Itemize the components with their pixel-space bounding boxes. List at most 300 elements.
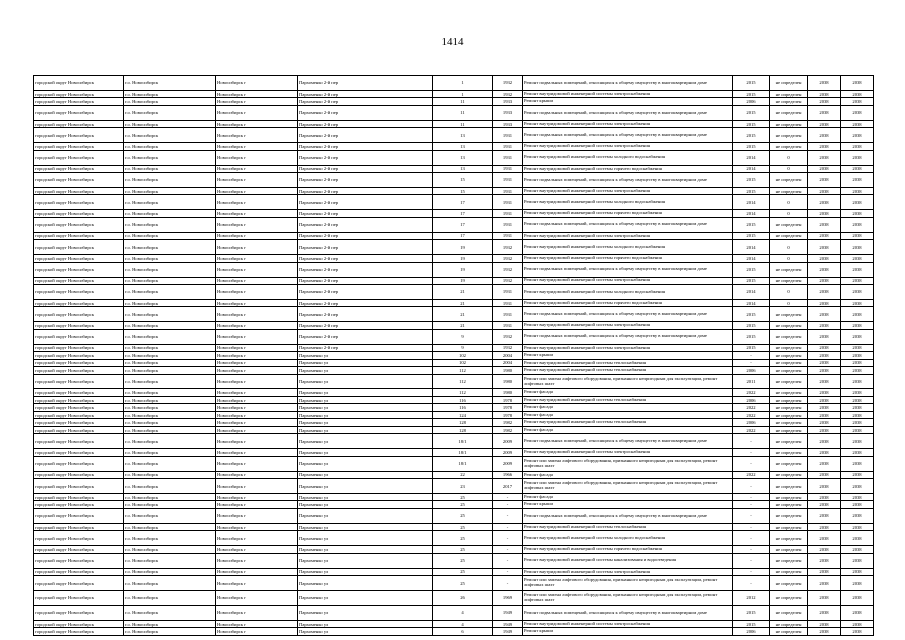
work-type-cell: Ремонт внутридомовой инженерной системы электроснабжения: [523, 344, 733, 351]
last-repair-year-cell: 2015: [733, 143, 770, 150]
cost-cell: не определен: [770, 128, 808, 143]
build-year-cell: 1931: [493, 284, 523, 299]
city-cell: Новосибирск г: [216, 90, 298, 97]
table-row: [34, 105, 874, 120]
last-repair-year-cell: 2014: [733, 240, 770, 255]
street-cell: Пархоменко 2-й пер: [298, 90, 433, 97]
table-row: [34, 419, 874, 426]
district-cell: г.о. Новосибирск: [124, 367, 216, 374]
plan-end-cell: 2038: [841, 628, 874, 635]
house-number-cell: 112: [433, 367, 493, 374]
municipality-cell: городской округ Новосибирск: [34, 195, 124, 210]
cost-cell: не определен: [770, 143, 808, 150]
plan-start-cell: 2038: [808, 240, 841, 255]
build-year-cell: 1931: [493, 307, 523, 322]
table-row: [34, 523, 874, 530]
plan-start-cell: 2038: [808, 576, 841, 591]
cost-cell: не определен: [770, 479, 808, 494]
plan-start-cell: 2038: [808, 90, 841, 97]
table-row: [34, 508, 874, 523]
plan-end-cell: 2038: [841, 240, 874, 255]
municipality-cell: городской округ Новосибирск: [34, 210, 124, 217]
work-type-cell: Ремонт подвальных помещений, относящихся к общему имуществу в многоквартирном доме: [523, 307, 733, 322]
house-number-cell: 112: [433, 389, 493, 396]
cost-cell: не определен: [770, 262, 808, 277]
house-number-cell: 13: [433, 143, 493, 150]
municipality-cell: городской округ Новосибирск: [34, 471, 124, 478]
street-cell: Пархоменко ул: [298, 374, 433, 389]
cost-cell: 0: [770, 284, 808, 299]
build-year-cell: 1931: [493, 217, 523, 232]
city-cell: Новосибирск г: [216, 591, 298, 606]
work-type-cell: Ремонт внутридомовой инженерной системы горячего водоснабжения: [523, 165, 733, 172]
city-cell: Новосибирск г: [216, 396, 298, 403]
build-year-cell: 1932: [493, 329, 523, 344]
plan-start-cell: 2038: [808, 605, 841, 620]
last-repair-year-cell: 2015: [733, 620, 770, 627]
build-year-cell: -: [493, 576, 523, 591]
table-row: [34, 389, 874, 396]
municipality-cell: городской округ Новосибирск: [34, 523, 124, 530]
build-year-cell: 2004: [493, 359, 523, 366]
table-row: [34, 628, 874, 635]
build-year-cell: 1933: [493, 98, 523, 105]
work-type-cell: Ремонт внутридомовой инженерной системы электроснабжения: [523, 449, 733, 456]
plan-end-cell: 2038: [841, 284, 874, 299]
plan-end-cell: 2038: [841, 187, 874, 194]
work-type-cell: Ремонт внутридомовой инженерной системы электроснабжения: [523, 620, 733, 627]
table-row: [34, 396, 874, 403]
work-type-cell: Ремонт внутридомовой инженерной системы теплоснабжения: [523, 419, 733, 426]
plan-end-cell: 2038: [841, 620, 874, 627]
house-number-cell: 25: [433, 531, 493, 546]
city-cell: Новосибирск г: [216, 329, 298, 344]
cost-cell: не определен: [770, 508, 808, 523]
last-repair-year-cell: 2015: [733, 173, 770, 188]
last-repair-year-cell: 2014: [733, 284, 770, 299]
street-cell: Пархоменко ул: [298, 352, 433, 359]
plan-start-cell: 2038: [808, 404, 841, 411]
build-year-cell: -: [493, 494, 523, 501]
plan-start-cell: 2038: [808, 255, 841, 262]
build-year-cell: 1969: [493, 591, 523, 606]
plan-start-cell: 2038: [808, 187, 841, 194]
cost-cell: не определен: [770, 173, 808, 188]
build-year-cell: 1978: [493, 404, 523, 411]
district-cell: г.о. Новосибирск: [124, 374, 216, 389]
build-year-cell: 1966: [493, 471, 523, 478]
build-year-cell: 1931: [493, 210, 523, 217]
municipality-cell: городской округ Новосибирск: [34, 128, 124, 143]
last-repair-year-cell: 2015: [733, 605, 770, 620]
work-type-cell: Ремонт внутридомовой инженерной системы холодного водоснабжения: [523, 240, 733, 255]
municipality-cell: городской округ Новосибирск: [34, 508, 124, 523]
municipality-cell: городской округ Новосибирск: [34, 449, 124, 456]
municipality-cell: городской округ Новосибирск: [34, 329, 124, 344]
street-cell: Пархоменко 2-й пер: [298, 344, 433, 351]
work-type-cell: Ремонт или замена лифтового оборудования, признанного непригодным для эксплуатации, ремонт лифтовых шахт: [523, 576, 733, 591]
district-cell: г.о. Новосибирск: [124, 76, 216, 91]
street-cell: Пархоменко ул: [298, 620, 433, 627]
house-number-cell: 11: [433, 105, 493, 120]
house-number-cell: 6: [433, 628, 493, 635]
house-number-cell: 19: [433, 255, 493, 262]
table-row: [34, 165, 874, 172]
house-number-cell: 17: [433, 195, 493, 210]
plan-start-cell: 2038: [808, 367, 841, 374]
district-cell: г.о. Новосибирск: [124, 628, 216, 635]
table-row: [34, 456, 874, 471]
cost-cell: не определен: [770, 404, 808, 411]
last-repair-year-cell: 2006: [733, 98, 770, 105]
cost-cell: не определен: [770, 591, 808, 606]
house-number-cell: 102: [433, 359, 493, 366]
table-row: [34, 471, 874, 478]
street-cell: Пархоменко 2-й пер: [298, 322, 433, 329]
work-type-cell: Ремонт внутридомовой инженерной системы электроснабжения: [523, 120, 733, 127]
work-type-cell: Ремонт или замена лифтового оборудования, признанного непригодным для эксплуатации, ремонт лифтовых шахт: [523, 479, 733, 494]
municipality-cell: городской округ Новосибирск: [34, 277, 124, 284]
municipality-cell: городской округ Новосибирск: [34, 98, 124, 105]
city-cell: Новосибирск г: [216, 494, 298, 501]
municipality-cell: городской округ Новосибирск: [34, 165, 124, 172]
plan-start-cell: 2038: [808, 299, 841, 306]
city-cell: Новосибирск г: [216, 210, 298, 217]
street-cell: Пархоменко ул: [298, 456, 433, 471]
work-type-cell: Ремонт внутридомовой инженерной системы электроснабжения: [523, 232, 733, 239]
build-year-cell: -: [493, 568, 523, 575]
municipality-cell: городской округ Новосибирск: [34, 359, 124, 366]
street-cell: Пархоменко 2-й пер: [298, 76, 433, 91]
municipality-cell: городской округ Новосибирск: [34, 494, 124, 501]
city-cell: Новосибирск г: [216, 546, 298, 553]
district-cell: г.о. Новосибирск: [124, 187, 216, 194]
table-row: [34, 284, 874, 299]
district-cell: г.о. Новосибирск: [124, 284, 216, 299]
plan-end-cell: 2038: [841, 419, 874, 426]
last-repair-year-cell: 2012: [733, 591, 770, 606]
table-row: [34, 76, 874, 91]
plan-end-cell: 2038: [841, 523, 874, 530]
district-cell: г.о. Новосибирск: [124, 605, 216, 620]
city-cell: Новосибирск г: [216, 105, 298, 120]
street-cell: Пархоменко 2-й пер: [298, 173, 433, 188]
cost-cell: не определен: [770, 553, 808, 568]
municipality-cell: городской округ Новосибирск: [34, 240, 124, 255]
plan-end-cell: 2038: [841, 568, 874, 575]
plan-start-cell: 2038: [808, 284, 841, 299]
table-row: [34, 210, 874, 217]
house-number-cell: 23: [433, 479, 493, 494]
cost-cell: 0: [770, 210, 808, 217]
table-row: [34, 98, 874, 105]
street-cell: Пархоменко ул: [298, 546, 433, 553]
plan-start-cell: 2038: [808, 195, 841, 210]
plan-end-cell: 2038: [841, 591, 874, 606]
cost-cell: не определен: [770, 434, 808, 449]
last-repair-year-cell: 2022: [733, 426, 770, 433]
municipality-cell: городской округ Новосибирск: [34, 217, 124, 232]
plan-end-cell: 2038: [841, 195, 874, 210]
last-repair-year-cell: 2011: [733, 374, 770, 389]
plan-start-cell: 2038: [808, 307, 841, 322]
table-row: [34, 605, 874, 620]
district-cell: г.о. Новосибирск: [124, 546, 216, 553]
work-type-cell: Ремонт внутридомовой инженерной системы горячего водоснабжения: [523, 299, 733, 306]
table-row: [34, 479, 874, 494]
cost-cell: не определен: [770, 76, 808, 91]
plan-end-cell: 2038: [841, 576, 874, 591]
district-cell: г.о. Новосибирск: [124, 277, 216, 284]
house-number-cell: 25: [433, 508, 493, 523]
table-row: [34, 299, 874, 306]
last-repair-year-cell: -: [733, 456, 770, 471]
district-cell: г.о. Новосибирск: [124, 262, 216, 277]
build-year-cell: 1931: [493, 165, 523, 172]
district-cell: г.о. Новосибирск: [124, 404, 216, 411]
plan-start-cell: 2038: [808, 508, 841, 523]
plan-start-cell: 2038: [808, 277, 841, 284]
plan-start-cell: 2038: [808, 120, 841, 127]
street-cell: Пархоменко ул: [298, 508, 433, 523]
street-cell: Пархоменко ул: [298, 471, 433, 478]
work-type-cell: Ремонт внутридомовой инженерной системы электроснабжения: [523, 143, 733, 150]
table-row: [34, 344, 874, 351]
city-cell: Новосибирск г: [216, 359, 298, 366]
district-cell: г.о. Новосибирск: [124, 568, 216, 575]
district-cell: г.о. Новосибирск: [124, 240, 216, 255]
work-type-cell: Ремонт фасада: [523, 471, 733, 478]
house-number-cell: 116: [433, 396, 493, 403]
district-cell: г.о. Новосибирск: [124, 210, 216, 217]
last-repair-year-cell: 2015: [733, 277, 770, 284]
last-repair-year-cell: -: [733, 523, 770, 530]
plan-start-cell: 2038: [808, 494, 841, 501]
plan-start-cell: 2038: [808, 501, 841, 508]
work-type-cell: Ремонт или замена лифтового оборудования, признанного непригодным для эксплуатации, ремонт лифтовых шахт: [523, 456, 733, 471]
district-cell: г.о. Новосибирск: [124, 143, 216, 150]
build-year-cell: 2009: [493, 449, 523, 456]
municipality-cell: городской округ Новосибирск: [34, 187, 124, 194]
street-cell: Пархоменко 2-й пер: [298, 277, 433, 284]
city-cell: Новосибирск г: [216, 128, 298, 143]
street-cell: Пархоменко ул: [298, 501, 433, 508]
street-cell: Пархоменко ул: [298, 553, 433, 568]
plan-start-cell: 2038: [808, 105, 841, 120]
municipality-cell: городской округ Новосибирск: [34, 284, 124, 299]
cost-cell: не определен: [770, 98, 808, 105]
build-year-cell: 1949: [493, 620, 523, 627]
work-type-cell: Ремонт фасада: [523, 411, 733, 418]
house-number-cell: 25: [433, 546, 493, 553]
city-cell: Новосибирск г: [216, 471, 298, 478]
plan-end-cell: 2038: [841, 449, 874, 456]
plan-end-cell: 2038: [841, 352, 874, 359]
city-cell: Новосибирск г: [216, 553, 298, 568]
plan-start-cell: 2038: [808, 396, 841, 403]
table-row: [34, 576, 874, 591]
municipality-cell: городской округ Новосибирск: [34, 404, 124, 411]
plan-end-cell: 2038: [841, 143, 874, 150]
table-row: [34, 307, 874, 322]
plan-end-cell: 2038: [841, 434, 874, 449]
district-cell: г.о. Новосибирск: [124, 396, 216, 403]
plan-end-cell: 2038: [841, 255, 874, 262]
municipality-cell: городской округ Новосибирск: [34, 531, 124, 546]
table-row: [34, 120, 874, 127]
house-number-cell: 26: [433, 591, 493, 606]
street-cell: Пархоменко 2-й пер: [298, 120, 433, 127]
last-repair-year-cell: 2015: [733, 329, 770, 344]
table-row: [34, 90, 874, 97]
municipality-cell: городской округ Новосибирск: [34, 568, 124, 575]
house-number-cell: 22: [433, 471, 493, 478]
build-year-cell: 1932: [493, 344, 523, 351]
work-type-cell: Ремонт подвальных помещений, относящихся к общему имуществу в многоквартирном доме: [523, 262, 733, 277]
district-cell: г.о. Новосибирск: [124, 299, 216, 306]
work-type-cell: Ремонт подвальных помещений, относящихся к общему имуществу в многоквартирном доме: [523, 76, 733, 91]
build-year-cell: 1931: [493, 173, 523, 188]
house-number-cell: 19: [433, 277, 493, 284]
plan-start-cell: 2038: [808, 344, 841, 351]
plan-start-cell: 2038: [808, 150, 841, 165]
city-cell: Новосибирск г: [216, 299, 298, 306]
city-cell: Новосибирск г: [216, 449, 298, 456]
plan-end-cell: 2038: [841, 329, 874, 344]
cost-cell: не определен: [770, 620, 808, 627]
street-cell: Пархоменко 2-й пер: [298, 284, 433, 299]
city-cell: Новосибирск г: [216, 389, 298, 396]
plan-end-cell: 2038: [841, 76, 874, 91]
district-cell: г.о. Новосибирск: [124, 90, 216, 97]
house-number-cell: 18/1: [433, 449, 493, 456]
table-row: [34, 352, 874, 359]
plan-start-cell: 2038: [808, 76, 841, 91]
municipality-cell: городской округ Новосибирск: [34, 591, 124, 606]
plan-end-cell: 2038: [841, 531, 874, 546]
capital-repair-table: [33, 75, 874, 636]
district-cell: г.о. Новосибирск: [124, 449, 216, 456]
street-cell: Пархоменко 2-й пер: [298, 232, 433, 239]
cost-cell: не определен: [770, 352, 808, 359]
plan-start-cell: 2038: [808, 456, 841, 471]
table-row: [34, 434, 874, 449]
cost-cell: не определен: [770, 396, 808, 403]
build-year-cell: 1932: [493, 240, 523, 255]
street-cell: Пархоменко ул: [298, 404, 433, 411]
plan-start-cell: 2038: [808, 531, 841, 546]
plan-start-cell: 2038: [808, 426, 841, 433]
plan-end-cell: 2038: [841, 389, 874, 396]
municipality-cell: городской округ Новосибирск: [34, 367, 124, 374]
house-number-cell: 4: [433, 605, 493, 620]
house-number-cell: 19: [433, 262, 493, 277]
city-cell: Новосибирск г: [216, 426, 298, 433]
cost-cell: не определен: [770, 576, 808, 591]
district-cell: г.о. Новосибирск: [124, 501, 216, 508]
municipality-cell: городской округ Новосибирск: [34, 419, 124, 426]
work-type-cell: Ремонт внутридомовой инженерной системы электроснабжения: [523, 322, 733, 329]
plan-start-cell: 2038: [808, 389, 841, 396]
municipality-cell: городской округ Новосибирск: [34, 628, 124, 635]
last-repair-year-cell: -: [733, 568, 770, 575]
table-row: [34, 277, 874, 284]
plan-end-cell: 2038: [841, 471, 874, 478]
house-number-cell: 9: [433, 344, 493, 351]
table-row: [34, 553, 874, 568]
street-cell: Пархоменко 2-й пер: [298, 195, 433, 210]
house-number-cell: 1: [433, 90, 493, 97]
city-cell: Новосибирск г: [216, 404, 298, 411]
work-type-cell: Ремонт крыши: [523, 501, 733, 508]
table-row: [34, 501, 874, 508]
plan-end-cell: 2038: [841, 277, 874, 284]
city-cell: Новосибирск г: [216, 501, 298, 508]
plan-end-cell: 2038: [841, 404, 874, 411]
work-type-cell: Ремонт внутридомовой инженерной системы холодного водоснабжения: [523, 150, 733, 165]
build-year-cell: 1931: [493, 232, 523, 239]
plan-start-cell: 2038: [808, 232, 841, 239]
plan-start-cell: 2038: [808, 352, 841, 359]
work-type-cell: Ремонт внутридомовой инженерной системы электроснабжения: [523, 187, 733, 194]
cost-cell: не определен: [770, 90, 808, 97]
municipality-cell: городской округ Новосибирск: [34, 150, 124, 165]
city-cell: Новосибирск г: [216, 568, 298, 575]
street-cell: Пархоменко 2-й пер: [298, 165, 433, 172]
build-year-cell: 1980: [493, 374, 523, 389]
table-row: [34, 546, 874, 553]
house-number-cell: 17: [433, 232, 493, 239]
build-year-cell: 2009: [493, 434, 523, 449]
city-cell: Новосибирск г: [216, 262, 298, 277]
table-row: [34, 494, 874, 501]
city-cell: Новосибирск г: [216, 195, 298, 210]
city-cell: Новосибирск г: [216, 76, 298, 91]
last-repair-year-cell: 2014: [733, 255, 770, 262]
build-year-cell: 2009: [493, 456, 523, 471]
last-repair-year-cell: 2014: [733, 210, 770, 217]
house-number-cell: 18/1: [433, 434, 493, 449]
house-number-cell: 25: [433, 568, 493, 575]
plan-end-cell: 2038: [841, 173, 874, 188]
municipality-cell: городской округ Новосибирск: [34, 352, 124, 359]
work-type-cell: Ремонт внутридомовой инженерной системы горячего водоснабжения: [523, 210, 733, 217]
last-repair-year-cell: 2022: [733, 411, 770, 418]
work-type-cell: Ремонт подвальных помещений, относящихся к общему имуществу в многоквартирном доме: [523, 173, 733, 188]
street-cell: Пархоменко 2-й пер: [298, 105, 433, 120]
city-cell: Новосибирск г: [216, 620, 298, 627]
house-number-cell: 25: [433, 494, 493, 501]
build-year-cell: 1932: [493, 262, 523, 277]
plan-end-cell: 2038: [841, 262, 874, 277]
plan-end-cell: 2038: [841, 359, 874, 366]
build-year-cell: 1931: [493, 150, 523, 165]
build-year-cell: 1931: [493, 143, 523, 150]
last-repair-year-cell: 2015: [733, 262, 770, 277]
district-cell: г.о. Новосибирск: [124, 426, 216, 433]
municipality-cell: городской округ Новосибирск: [34, 434, 124, 449]
street-cell: Пархоменко ул: [298, 576, 433, 591]
table-row: [34, 240, 874, 255]
city-cell: Новосибирск г: [216, 576, 298, 591]
street-cell: Пархоменко 2-й пер: [298, 262, 433, 277]
last-repair-year-cell: 2006: [733, 367, 770, 374]
street-cell: Пархоменко 2-й пер: [298, 143, 433, 150]
cost-cell: не определен: [770, 187, 808, 194]
municipality-cell: городской округ Новосибирск: [34, 576, 124, 591]
table-row: [34, 150, 874, 165]
build-year-cell: 1949: [493, 605, 523, 620]
